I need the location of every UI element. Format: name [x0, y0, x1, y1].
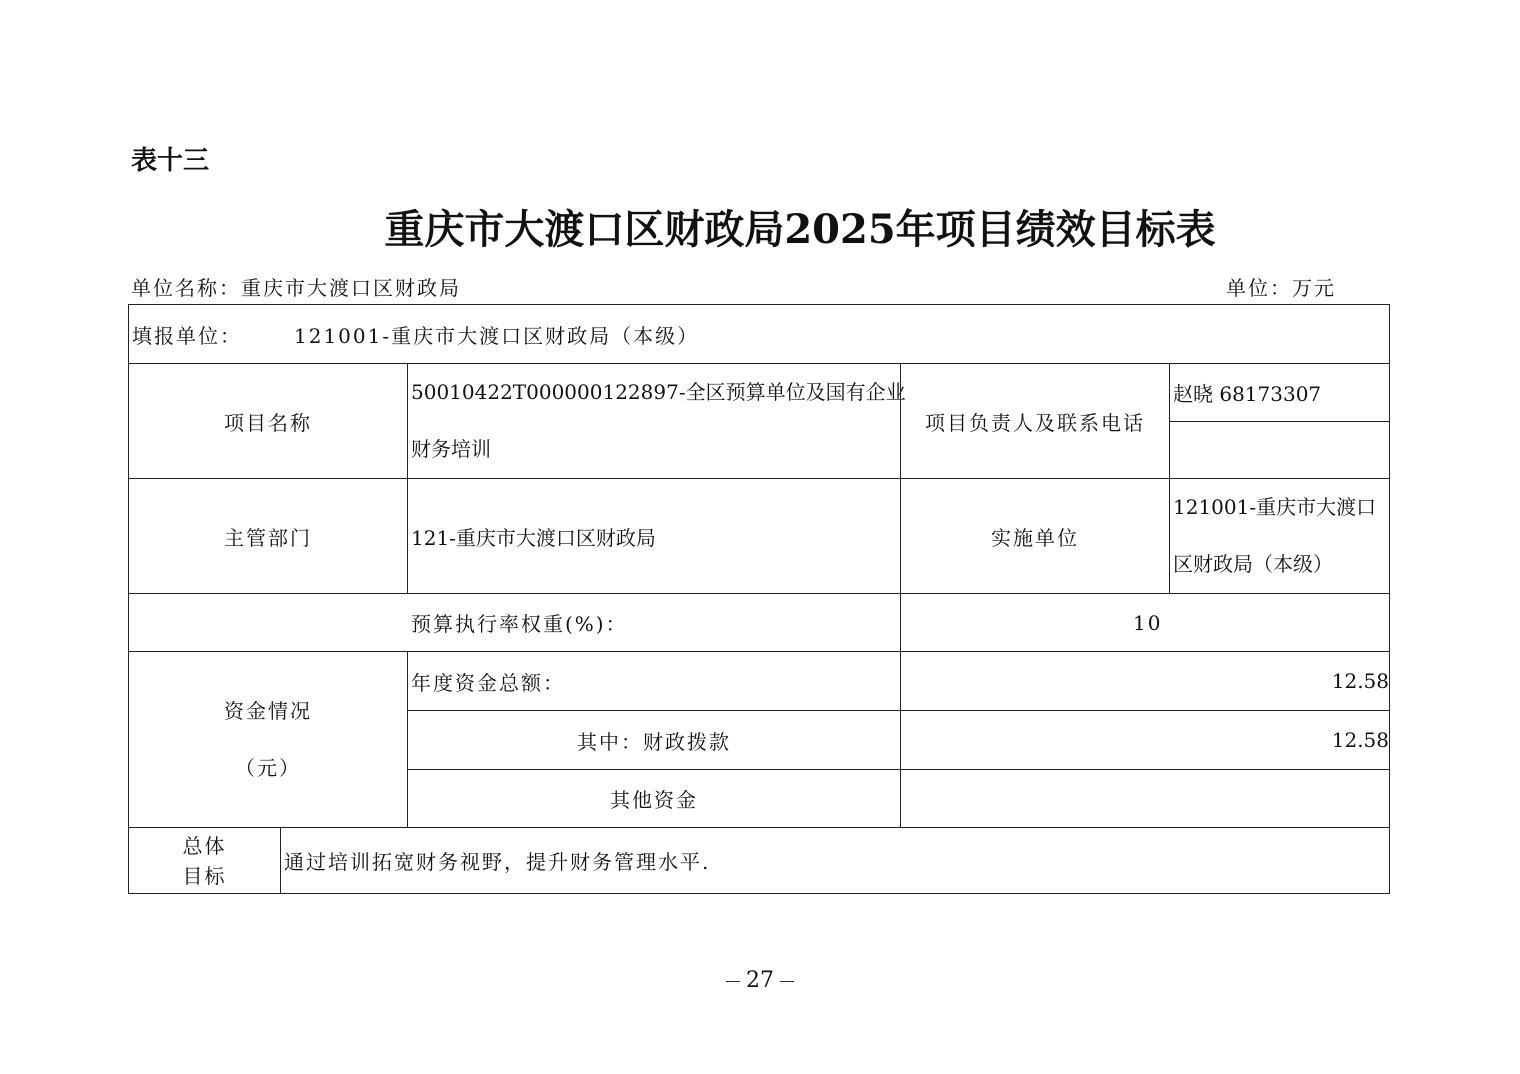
- impl-line-2: 区财政局（本级）: [1173, 552, 1333, 576]
- unit-name: 单位名称：重庆市大渡口区财政局: [131, 276, 461, 300]
- table-row: [129, 305, 1390, 364]
- table-row: [129, 479, 1390, 594]
- fill-unit-label: 填报单位：: [132, 323, 242, 348]
- impl-label: 实施单位: [901, 479, 1170, 594]
- page-number: [0, 968, 1520, 993]
- document-title: 重庆市大渡口区财政局2025年项目绩效目标表: [384, 206, 1216, 253]
- funds-label-line-2: （元）: [235, 755, 301, 780]
- table-row: [129, 828, 1390, 894]
- fiscal-alloc-label: 其中：财政拨款: [408, 711, 901, 770]
- project-name-line-2: 财务培训: [411, 437, 491, 461]
- table-row: [129, 652, 1390, 711]
- page-number-value: 27: [746, 968, 774, 993]
- project-lead-value: 赵晓 68173307: [1170, 364, 1390, 422]
- goal-label: [129, 828, 281, 894]
- dept-label: 主管部门: [129, 479, 408, 594]
- dept-value: 121-重庆市大渡口区财政局: [408, 479, 901, 594]
- impl-line-1: 121001-重庆市大渡口: [1173, 495, 1377, 519]
- goal-value: 通过培训拓宽财务视野，提升财务管理水平.: [281, 828, 1390, 894]
- project-lead-label: 项目负责人及联系电话: [901, 364, 1170, 479]
- project-name-line-1: 50010422T000000122897-全区预算单位及国有企业: [411, 380, 906, 404]
- currency-unit: 单位：万元: [1226, 276, 1336, 300]
- table-row: [129, 594, 1390, 652]
- fill-unit-cell: [129, 305, 1390, 364]
- budget-weight-label: 预算执行率权重(%)：: [129, 594, 901, 652]
- fill-unit-value: 121001-重庆市大渡口区财政局（本级）: [294, 323, 700, 348]
- project-lead-extra-cell: [1170, 422, 1390, 479]
- page-number-dash-right: [780, 981, 794, 982]
- budget-weight-value: 10: [901, 594, 1390, 652]
- other-funds-label: 其他资金: [408, 770, 901, 828]
- page-number-dash-left: [726, 981, 740, 982]
- project-name-value: [408, 364, 906, 479]
- annual-total-value: 12.58: [901, 652, 1390, 711]
- funds-label: [129, 652, 408, 828]
- fiscal-alloc-value: 12.58: [901, 711, 1390, 770]
- funds-label-line-1: 资金情况: [224, 698, 312, 723]
- project-name-label: 项目名称: [129, 364, 408, 479]
- goal-label-line-2: 目标: [182, 863, 227, 888]
- performance-target-table: [128, 304, 1390, 894]
- table-label: 表十三: [131, 146, 210, 176]
- impl-value: [1170, 479, 1390, 594]
- goal-label-line-1: 总体: [182, 833, 227, 858]
- annual-total-label: 年度资金总额：: [408, 652, 901, 711]
- other-funds-value: [901, 770, 1390, 828]
- table-row: [129, 364, 1390, 422]
